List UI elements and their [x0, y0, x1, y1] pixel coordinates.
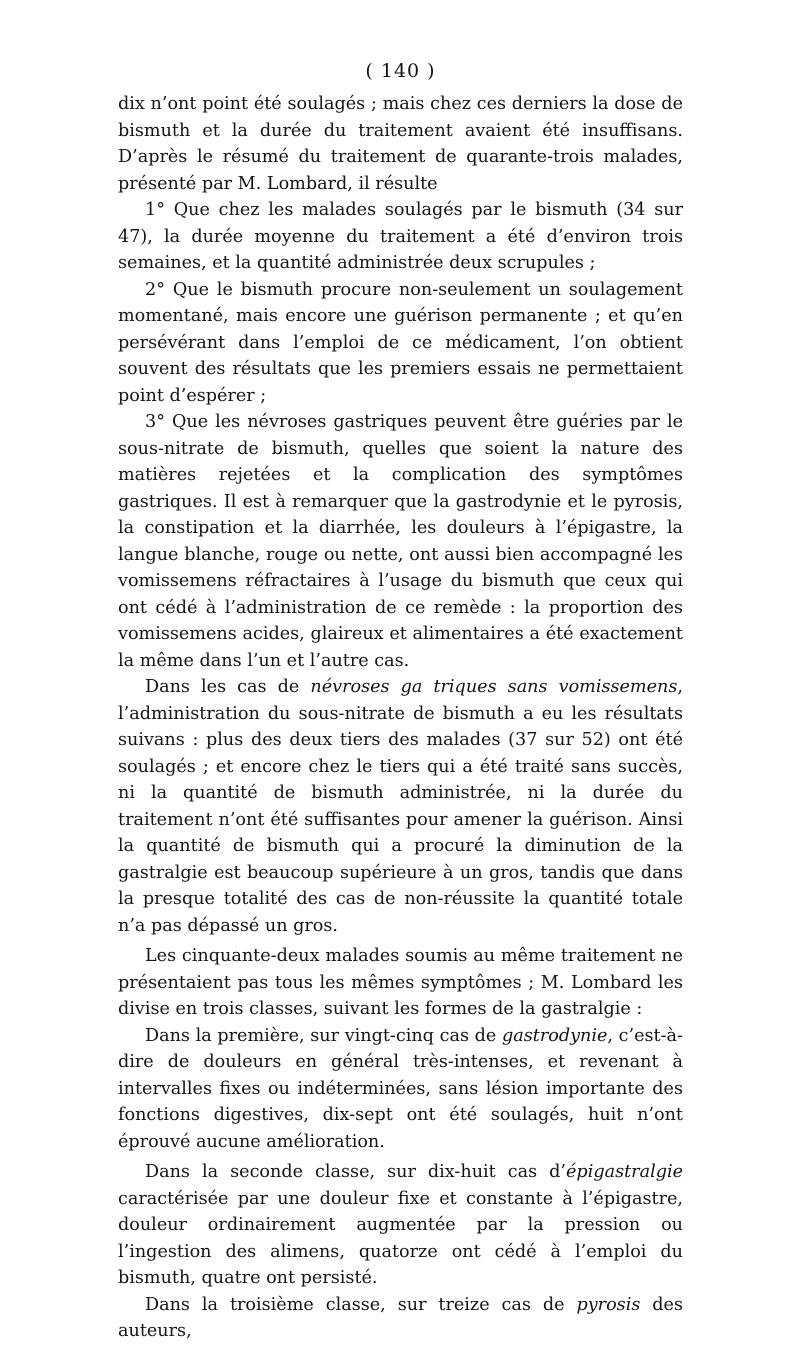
paragraph-third-class [118, 1292, 683, 1345]
text-run: des auteurs, [118, 1294, 683, 1341]
paragraph-second-class [118, 1159, 683, 1292]
paragraph-point-3: 3° Que les névroses gastriques peuvent être guéries par le sous-nitrate de bismuth, quelles que soient la nature des matières rejetées et la complication des symptômes gastriques. Il est à remarquer que la gastrodynie et le pyrosis, la constipation et la diarrhée, les douleurs à l’épigastre, la langue blanche, rouge ou nette, ont aussi bien accompagné les vomissemens réfractaires à l’usage du bismuth que ceux qui ont cédé à l’administration de ce remède : la proportion des vomissemens acides, glaireux et alimentaires a été exactement la même dans l’un et l’autre cas. [118, 412, 683, 671]
text-run: Dans la première, sur vingt-cinq cas de [145, 1025, 502, 1046]
book-page [118, 60, 683, 1345]
text-run: Dans les cas de [145, 677, 311, 697]
paragraph-classes: Les cinquante-deux malades soumis au même traitement ne présentaient pas tous les mêmes symptômes ; M. Lombard les divise en trois classes, suivant les formes de la gastralgie : [118, 946, 683, 1019]
text-run: caractérisée par une douleur fixe et constante à l’épigastre, douleur ordinairement augmentée par la pression ou l’ingestion des alimens, quatorze ont cédé à l’emploi du bismuth, quatre ont persisté. [118, 1188, 683, 1288]
page-number: ( 140 ) [365, 60, 436, 82]
italic-term: névroses ga triques sans vomissemens [310, 677, 678, 697]
text-run: Dans la troisième classe, sur treize cas de [145, 1294, 577, 1315]
text-run: , l’administration du sous-nitrate de bismuth a eu les résultats suivans : plus des deux tiers des malades (37 sur 52) ont été soulagés ; et encore chez le tiers qui a été traité sans succès, ni la quantité de bismuth administrée, ni la durée du traitement n’ont été suffisantes pour amener la guérison. Ainsi la quantité de bismuth qui a procuré la diminution de la gastralgie est beaucoup supérieure à un gros, tandis que dans la presque totalité des cas de non-réussite la quantité totale n’a pas dépassé un gros. [118, 677, 683, 936]
italic-term: pyrosis [576, 1294, 641, 1315]
italic-term: épigastralgie [566, 1162, 683, 1182]
paragraph-point-1: 1° Que chez les malades soulagés par le bismuth (34 sur 47), la durée moyenne du traitement a été d’environ trois semaines, et la quantité administrée deux scrupules ; [118, 200, 683, 273]
paragraph-point-2: 2° Que le bismuth procure non-seulement un soulagement momentané, mais encore une guérison permanente ; et qu’en persévérant dans l’emploi de ce médicament, l’on obtient souvent des résultats que les premiers essais ne permettaient point d’espérer ; [118, 279, 683, 406]
paragraph-first-class [118, 1023, 683, 1156]
italic-term: gastrodynie [501, 1025, 608, 1046]
text-run: Dans la seconde classe, sur dix-huit cas d’ [145, 1162, 567, 1182]
text-run: , c’est-à-dire de douleurs en général très-intenses, et revenant à intervalles fixes ou indéterminées, sans lésion importante des fonctions digestives, dix-sept ont été soulagés, huit n’ont éprouvé aucune amélioration. [118, 1025, 683, 1152]
paragraph-nevroses [118, 674, 683, 939]
paragraph-continuation: dix n’ont point été soulagés ; mais chez ces derniers la dose de bismuth et la durée du traitement avaient été insuffisans. D’après le résumé du traitement de quarante-trois malades, présenté par M. Lombard, il résulte [118, 94, 683, 194]
